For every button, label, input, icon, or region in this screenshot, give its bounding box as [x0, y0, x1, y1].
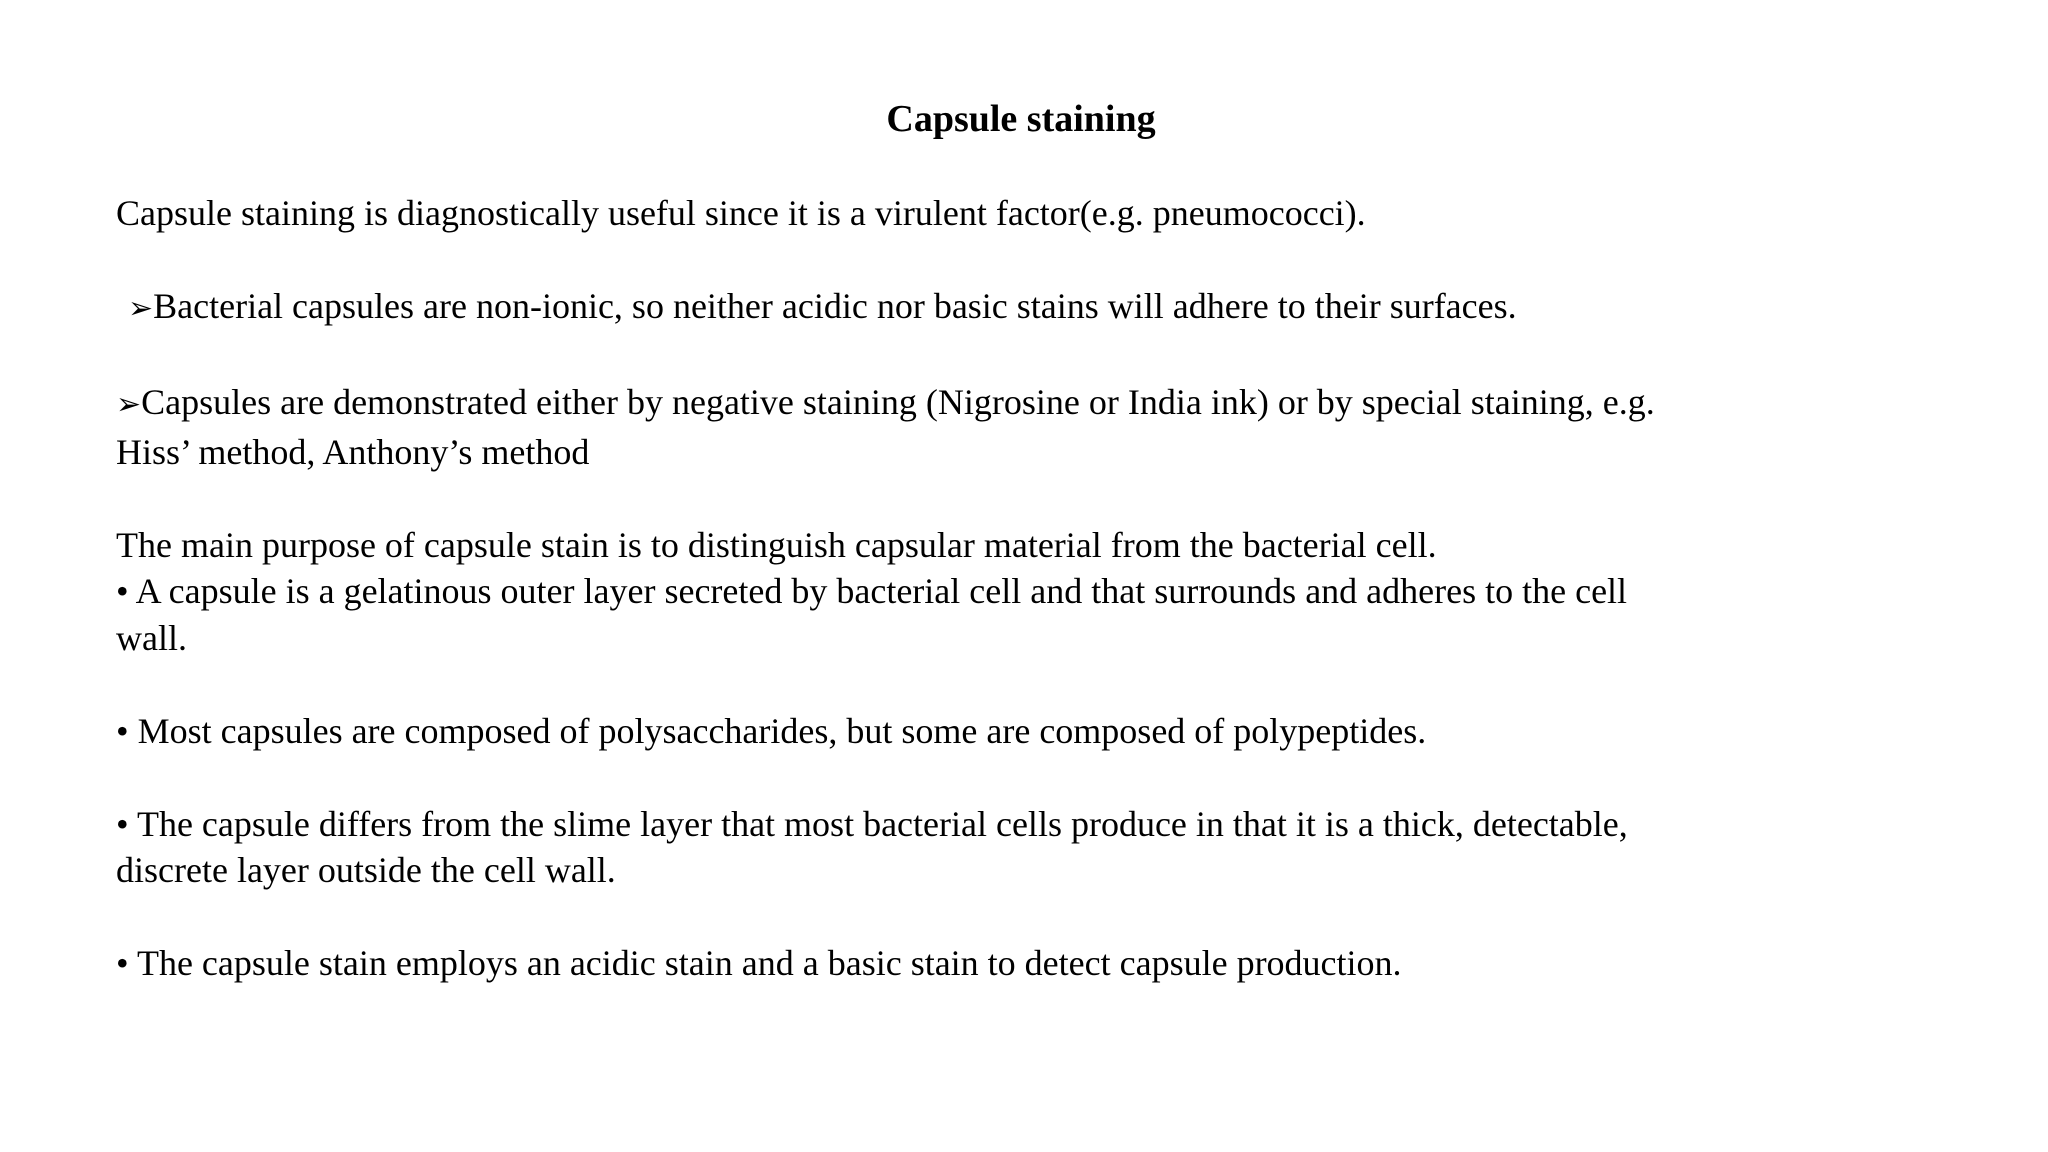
arrow-bullet-icon: ➢	[116, 387, 142, 422]
paragraph-demonstration-line1	[116, 379, 1836, 429]
paragraph-purpose-block	[116, 522, 1836, 662]
paragraph-virulence: Capsule staining is diagnostically useful since it is a virulent factor(e.g. pneumococci).	[116, 193, 1366, 233]
bullet-capsule-definition-line1: • A capsule is a gelatinous outer layer secreted by bacterial cell and that surrounds and adheres to the cell	[116, 571, 1628, 611]
bullet-slime-layer-line1: • The capsule differs from the slime layer that most bacterial cells produce in that it is a thick, detectable,	[116, 803, 1628, 844]
bullet-stain-method: • The capsule stain employs an acidic stain and a basic stain to detect capsule production.	[116, 943, 1402, 983]
paragraph-demonstration-line2: Hiss’ method, Anthony’s method	[116, 431, 590, 472]
slide-title-text: Capsule staining	[886, 98, 1156, 140]
bullet-slime-layer-line2: discrete layer outside the cell wall.	[116, 850, 616, 890]
bullet-composition: • Most capsules are composed of polysaccharides, but some are composed of polypeptides.	[116, 710, 1427, 751]
slide-title	[0, 96, 2048, 142]
paragraph-non-ionic	[116, 283, 1836, 333]
paragraph-demonstration	[116, 379, 1836, 475]
bullet-slime-layer	[116, 801, 1836, 894]
arrow-bullet-icon: ➢	[128, 291, 154, 326]
paragraph-purpose: The main purpose of capsule stain is to distinguish capsular material from the bacterial cell.	[116, 524, 1437, 565]
paragraph-non-ionic-text: Bacterial capsules are non-ionic, so neither acidic nor basic stains will adhere to their surfaces.	[153, 286, 1517, 326]
bullet-capsule-definition-line2: wall.	[116, 617, 187, 658]
slide-body	[116, 190, 1836, 987]
paragraph-demonstration-line1-text: Capsules are demonstrated either by negative staining (Nigrosine or India ink) or by special staining, e.g.	[141, 382, 1655, 422]
